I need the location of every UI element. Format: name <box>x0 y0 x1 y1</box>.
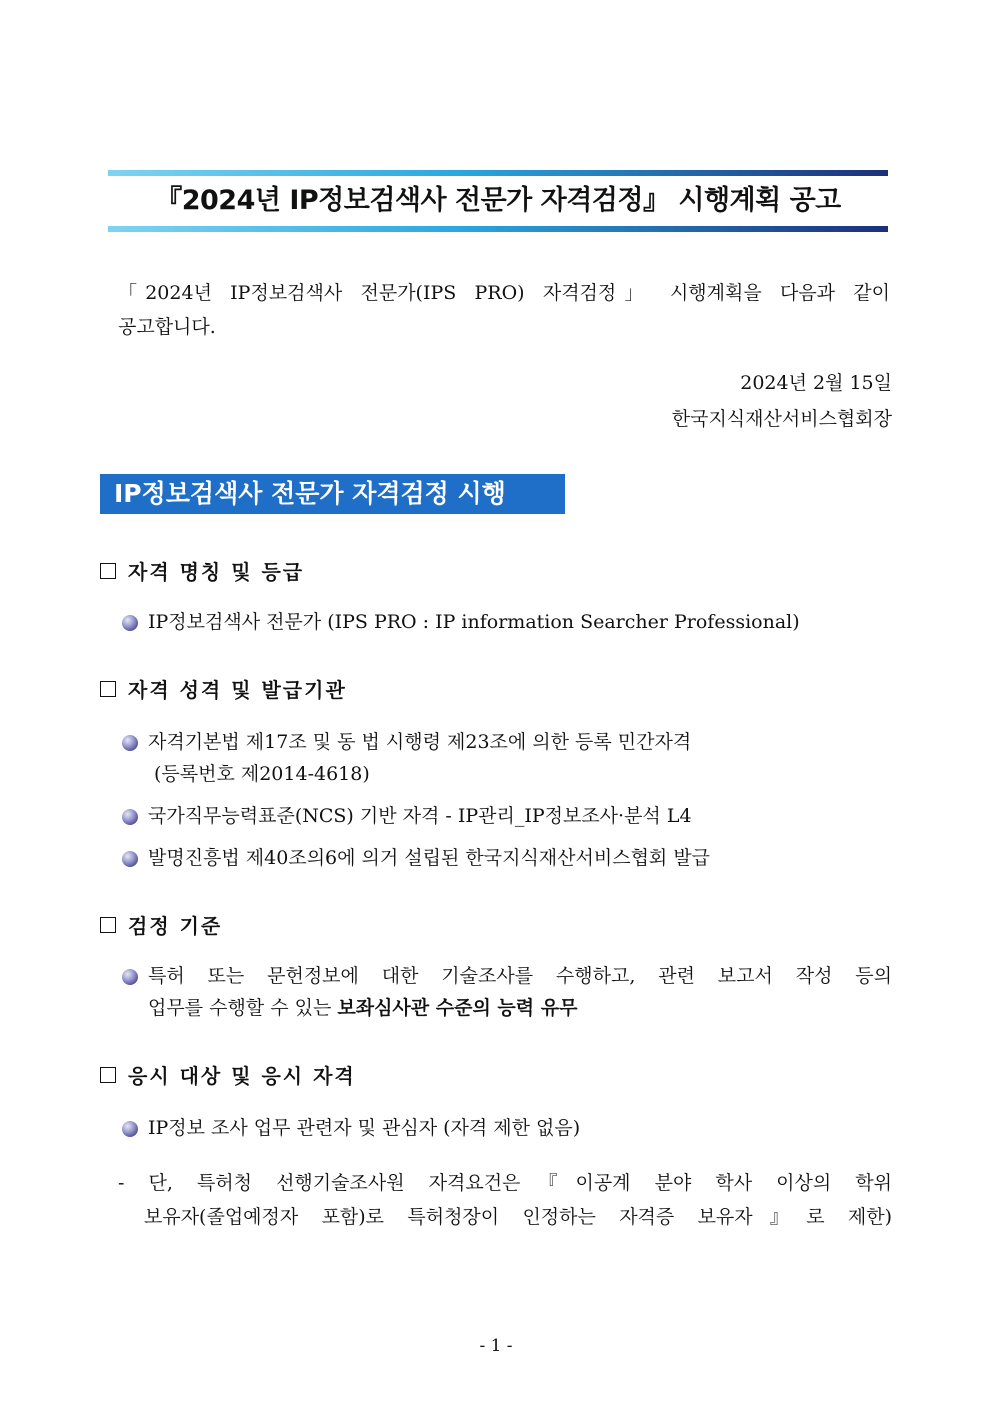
heading-label: 자격 명칭 및 등급 <box>128 560 305 584</box>
intro-line-1: 「2024년 IP정보검색사 전문가(IPS PRO) 자격검정」 시행계획을 다음과 같이 <box>118 282 890 304</box>
bullet-item <box>122 726 892 790</box>
title-bar-top <box>108 170 888 176</box>
bullet-text: 발명진흥법 제40조의6에 의거 설립된 한국지식재산서비스협회 발급 <box>148 847 711 869</box>
page-number: - 1 - <box>479 1336 513 1356</box>
bullet-sphere-icon <box>122 969 138 985</box>
heading-label: 자격 성격 및 발급기관 <box>128 678 347 702</box>
section-heading-qualification-nature <box>100 674 347 703</box>
bullet-sub-text: (등록번호 제2014-4618) <box>154 763 370 785</box>
bullet-sphere-icon <box>122 615 138 631</box>
checkbox-icon <box>100 1067 116 1083</box>
bullet-text: IP정보 조사 업무 관련자 및 관심자 (자격 제한 없음) <box>148 1117 581 1139</box>
bullet-item <box>122 1112 892 1144</box>
section-banner: IP정보검색사 전문가 자격검정 시행 <box>100 474 565 514</box>
bullet-text <box>148 960 892 1024</box>
bullet-line-1: 특허 또는 문헌정보에 대한 기술조사를 수행하고, 관련 보고서 작성 등의 <box>148 965 892 987</box>
bullet-sphere-icon <box>122 735 138 751</box>
note-line-1: - 단, 특허청 선행기술조사원 자격요건은『이공계 분야 학사 이상의 학위 <box>118 1172 892 1194</box>
bullet-text <box>148 726 892 790</box>
bullet-sphere-icon <box>122 809 138 825</box>
section-heading-eligibility <box>100 1060 356 1089</box>
bullet-text: 국가직무능력표준(NCS) 기반 자격 - IP관리_IP정보조사·분석 L4 <box>148 805 692 827</box>
bullet-line-2-bold: 보좌심사관 수준의 능력 유무 <box>337 997 578 1019</box>
issuer-name: 한국지식재산서비스협회장 <box>671 408 892 430</box>
heading-label: 응시 대상 및 응시 자격 <box>128 1064 356 1088</box>
title-bar-bottom <box>108 226 888 232</box>
checkbox-icon <box>100 681 116 697</box>
bullet-item <box>122 842 892 874</box>
intro-paragraph <box>118 276 890 344</box>
checkbox-icon <box>100 563 116 579</box>
bullet-sphere-icon <box>122 851 138 867</box>
bullet-sphere-icon <box>122 1121 138 1137</box>
bullet-main-text: 자격기본법 제17조 및 동 법 시행령 제23조에 의한 등록 민간자격 <box>148 731 692 753</box>
announcement-date: 2024년 2월 15일 <box>740 372 892 394</box>
bullet-item <box>122 800 892 832</box>
eligibility-note <box>118 1166 892 1234</box>
bullet-line-2-plain: 업무를 수행할 수 있는 <box>148 997 338 1019</box>
checkbox-icon <box>100 917 116 933</box>
bullet-item <box>122 606 892 638</box>
heading-label: 검정 기준 <box>128 914 223 938</box>
section-heading-qualification-name <box>100 556 304 585</box>
note-line-2: 보유자(졸업예정자 포함)로 특허청장이 인정하는 자격증 보유자』로 제한) <box>144 1206 892 1228</box>
section-heading-assessment-criteria <box>100 910 222 939</box>
bullet-line-2 <box>148 997 577 1019</box>
document-title: 『2024년 IP정보검색사 전문가 자격검정』 시행계획 공고 <box>155 185 841 216</box>
intro-line-2: 공고합니다. <box>118 316 216 338</box>
bullet-item <box>122 960 892 1024</box>
bullet-text: IP정보검색사 전문가 (IPS PRO : IP information Searcher Professional) <box>148 611 800 633</box>
